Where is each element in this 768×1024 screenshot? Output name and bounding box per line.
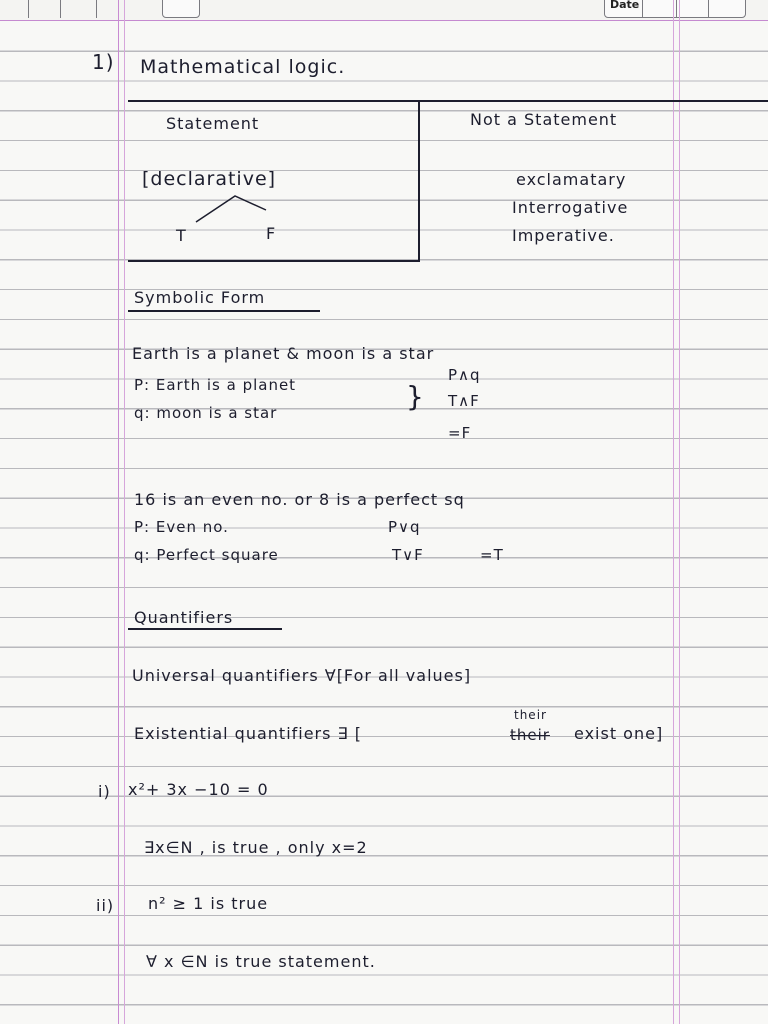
table-bottom-line: [128, 260, 418, 262]
example1-q: q: moon is a star: [134, 404, 278, 422]
not-statement-item: Imperative.: [512, 226, 615, 245]
universal-quantifier: Universal quantifiers ∀[For all values]: [132, 666, 472, 685]
branch-lines: [190, 192, 270, 226]
statement-type: [declarative]: [142, 168, 277, 190]
section-title-symbolic: Symbolic Form: [134, 288, 266, 307]
example2-equation: n² ≥ 1 is true: [148, 894, 269, 913]
page-title: Mathematical logic.: [140, 56, 346, 78]
example2-values: T∨F: [392, 546, 424, 564]
header-box-small: [162, 0, 200, 18]
table-header-not-statement: Not a Statement: [470, 110, 618, 129]
example2-expression: P∨q: [388, 518, 421, 536]
example1-expression: P∧q: [448, 366, 481, 384]
margin-line: [124, 0, 125, 1024]
header-tick: [60, 0, 61, 18]
example1-conclusion: ∃x∈N , is true , only x=2: [144, 838, 368, 857]
date-tick: [676, 0, 677, 18]
example2-sentence: 16 is an even no. or 8 is a perfect sq: [134, 490, 465, 509]
not-statement-item: exclamatary: [516, 170, 627, 189]
existential-quantifier: Existential quantifiers ∃ [: [134, 724, 362, 743]
date-label: Date: [610, 0, 640, 11]
example1-p: P: Earth is a planet: [134, 376, 297, 394]
example2-q: q: Perfect square: [134, 546, 279, 564]
section-title-quantifiers: Quantifiers: [134, 608, 234, 627]
branch-true: T: [176, 226, 187, 245]
right-margin-line: [679, 0, 680, 1024]
not-statement-item: Interrogative: [512, 198, 629, 217]
example2-conclusion: ∀ x ∈N is true statement.: [146, 952, 376, 971]
existential-quantifier-end: exist one]: [574, 724, 664, 743]
example1-sentence: Earth is a planet & moon is a star: [132, 344, 435, 363]
struck-word: their: [510, 726, 550, 744]
example2-result: =T: [480, 546, 504, 564]
table-divider: [418, 100, 420, 262]
example2-p: P: Even no.: [134, 518, 229, 536]
header-tick: [96, 0, 97, 18]
example-label: ii): [96, 896, 115, 915]
margin-line: [118, 0, 119, 1024]
branch-false: F: [266, 224, 277, 243]
table-top-line: [128, 100, 768, 102]
example1-result: =F: [448, 424, 472, 442]
example-label: i): [98, 782, 111, 801]
header-tick: [28, 0, 29, 18]
section-underline: [128, 310, 320, 312]
example1-equation: x²+ 3x −10 = 0: [128, 780, 269, 799]
example1-values: T∧F: [448, 392, 480, 410]
date-tick: [708, 0, 709, 18]
date-tick: [642, 0, 643, 18]
right-margin-line: [673, 0, 674, 1024]
table-header-statement: Statement: [166, 114, 260, 133]
question-number: 1): [92, 50, 115, 74]
correction-word: their: [514, 708, 547, 722]
example1-brace: }: [406, 380, 425, 413]
section-underline: [128, 628, 282, 630]
